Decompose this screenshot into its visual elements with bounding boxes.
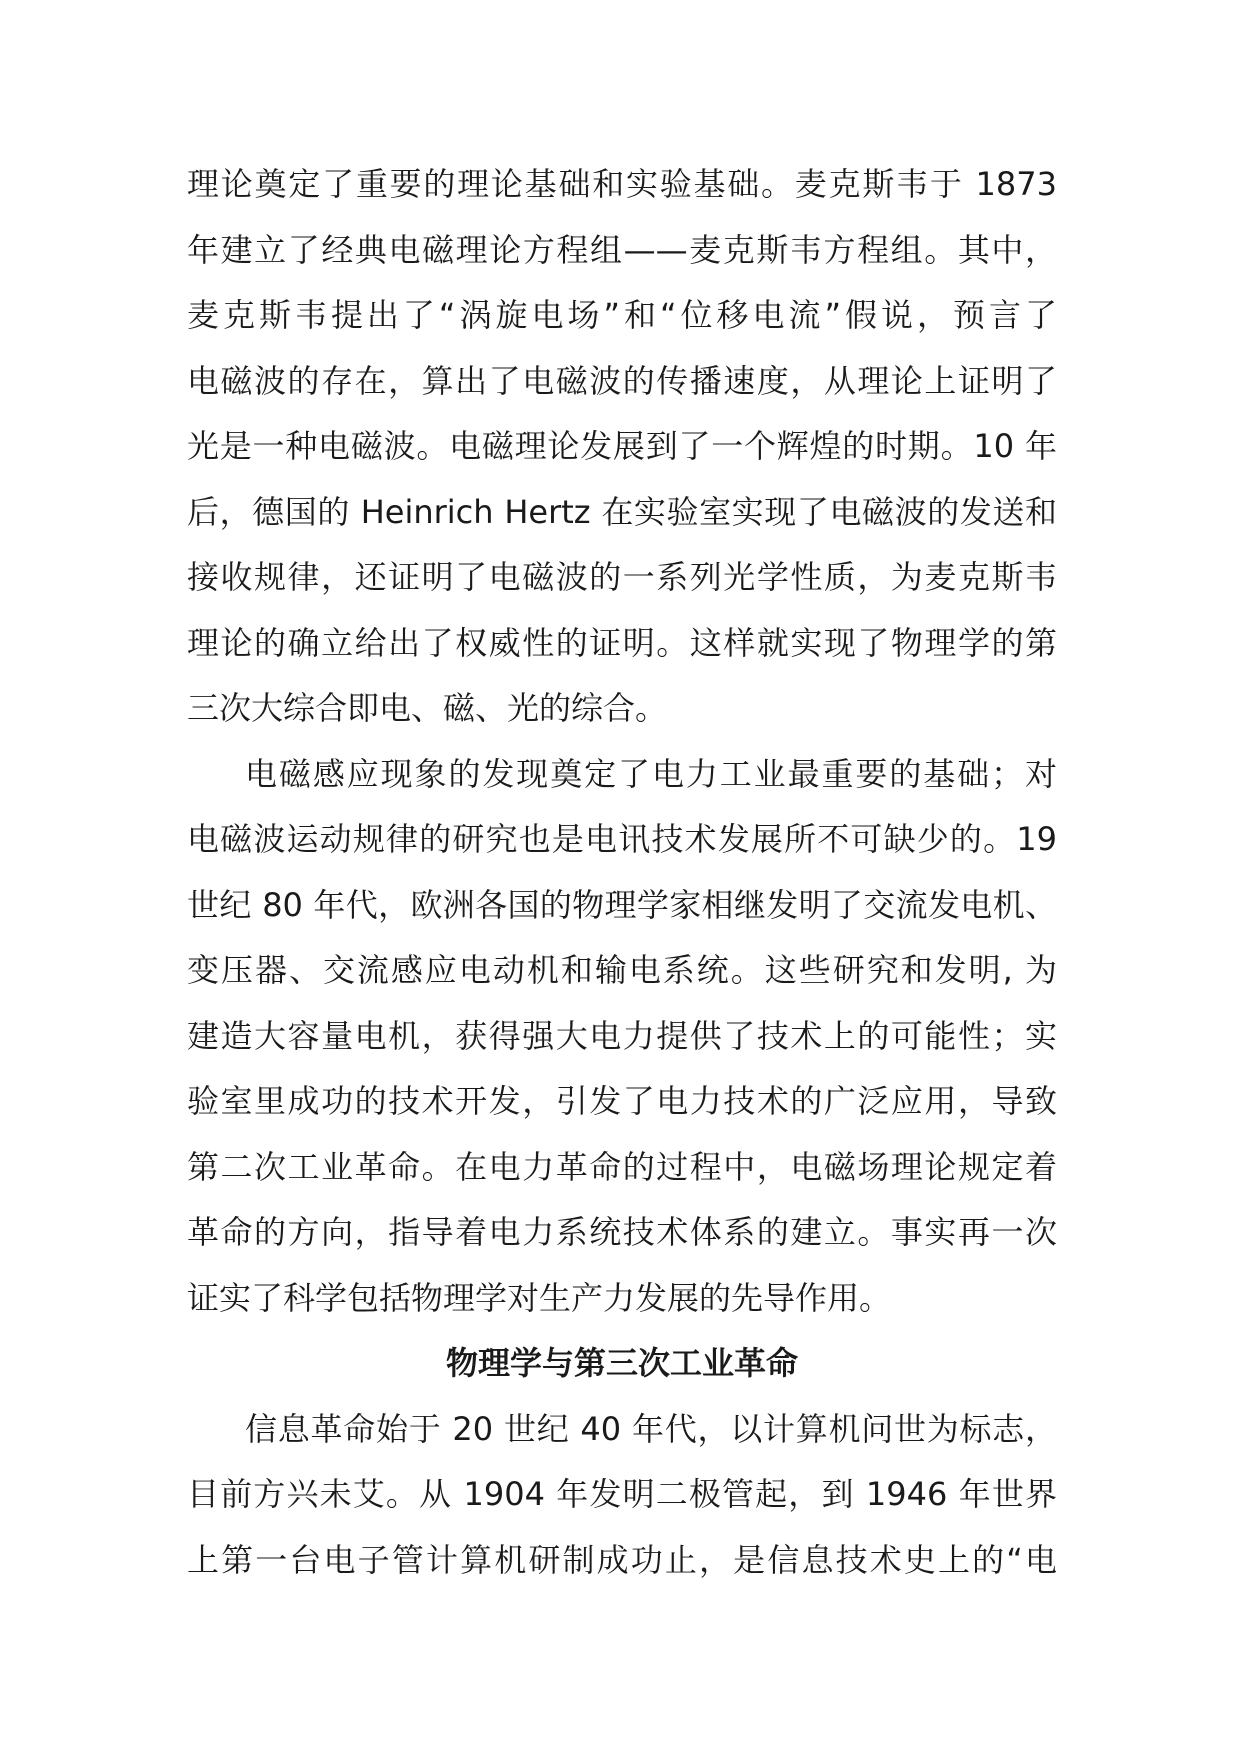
- text-line: 接收规律，还证明了电磁波的一系列光学性质，为麦克斯韦: [187, 558, 1057, 596]
- text-line: 信息革命始于 20 世纪 40 年代，以计算机问世为标志，: [245, 1409, 1057, 1448]
- text-line: 革命的方向，指导着电力系统技术体系的建立。事实再一次: [187, 1213, 1057, 1251]
- text-line: 电磁感应现象的发现奠定了电力工业最重要的基础；对: [245, 754, 1057, 793]
- text-line: 证实了科学包括物理学对生产力发展的先导作用。: [187, 1278, 892, 1317]
- text-line: 三次大综合即电、磁、光的综合。: [187, 689, 668, 727]
- text-line: 变压器、交流感应电动机和输电系统。这些研究和发明, 为: [187, 951, 1057, 989]
- text-line: 理论的确立给出了权威性的证明。这样就实现了物理学的第: [187, 623, 1057, 662]
- text-line: 验室里成功的技术开发，引发了电力技术的广泛应用，导致: [187, 1082, 1057, 1120]
- section-heading: 物理学与第三次工业革命: [445, 1344, 798, 1382]
- text-line: 电磁波运动规律的研究也是电讯技术发展所不可缺少的。19: [187, 820, 1057, 858]
- text-line: 麦克斯韦提出了“涡旋电场”和“位移电流”假说，预言了: [187, 296, 1057, 334]
- text-line: 目前方兴未艾。从 1904 年发明二极管起，到 1946 年世界: [187, 1475, 1057, 1513]
- paragraph-2: [187, 742, 1057, 1332]
- text-line: 电磁波的存在，算出了电磁波的传播速度，从理论上证明了: [187, 361, 1057, 400]
- paragraph-3: [187, 1397, 1057, 1594]
- text-line: 建造大容量电机，获得强大电力提供了技术上的可能性；实: [187, 1016, 1057, 1055]
- text-line: 世纪 80 年代，欧洲各国的物理学家相继发明了交流发电机、: [187, 885, 1057, 924]
- text-line: 光是一种电磁波。电磁理论发展到了一个辉煌的时期。10 年: [187, 427, 1057, 465]
- paragraph-1: [187, 152, 1057, 742]
- text-line: 后，德国的 Heinrich Hertz 在实验室实现了电磁波的发送和: [187, 492, 1057, 531]
- document-body: [187, 152, 1057, 1593]
- text-line: 理论奠定了重要的理论基础和实验基础。麦克斯韦于 1873: [187, 165, 1057, 203]
- text-line: 年建立了经典电磁理论方程组——麦克斯韦方程组。其中，: [187, 230, 1057, 269]
- text-line: 第二次工业革命。在电力革命的过程中，电磁场理论规定着: [187, 1147, 1057, 1186]
- text-line: 上第一台电子管计算机研制成功止，是信息技术史上的“电: [187, 1540, 1057, 1579]
